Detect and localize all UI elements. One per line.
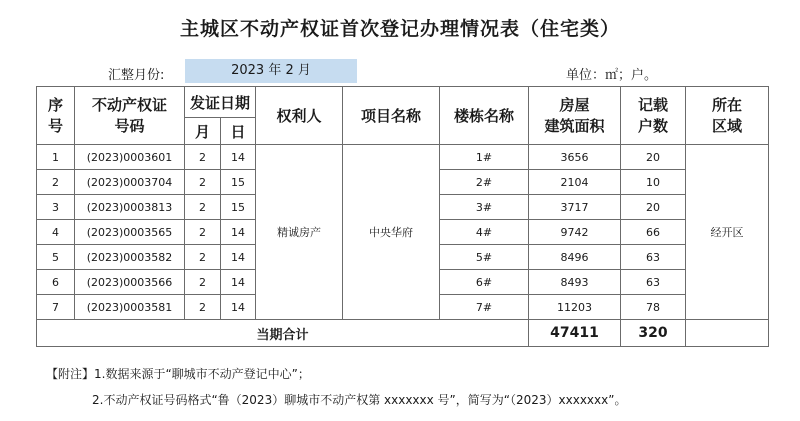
cell-building: 5# xyxy=(440,245,529,270)
cell-cert: (2023)0003704 xyxy=(75,170,185,195)
header-area-line1: 房屋 xyxy=(559,95,590,114)
registration-table xyxy=(36,86,769,347)
month-value: 2023 年 2 月 xyxy=(185,59,357,83)
total-label: 当期合计 xyxy=(37,320,529,347)
cell-building: 3# xyxy=(440,195,529,220)
header-count-line2: 户数 xyxy=(638,116,669,135)
cell-day: 15 xyxy=(221,195,256,220)
cell-day: 14 xyxy=(221,295,256,320)
cell-seq: 6 xyxy=(37,270,75,295)
cell-area: 3717 xyxy=(529,195,621,220)
header-region xyxy=(686,87,769,145)
cell-cert: (2023)0003813 xyxy=(75,195,185,220)
cell-day: 15 xyxy=(221,170,256,195)
cell-seq: 7 xyxy=(37,295,75,320)
cell-cert: (2023)0003565 xyxy=(75,220,185,245)
cell-area: 2104 xyxy=(529,170,621,195)
total-area: 47411 xyxy=(529,320,621,347)
cell-area: 11203 xyxy=(529,295,621,320)
cell-count: 10 xyxy=(621,170,686,195)
cell-building: 6# xyxy=(440,270,529,295)
cell-area: 8493 xyxy=(529,270,621,295)
header-count xyxy=(621,87,686,145)
header-count-line1: 记载 xyxy=(638,95,669,114)
cell-count: 66 xyxy=(621,220,686,245)
total-region-empty xyxy=(686,320,769,347)
header-cert-line1: 不动产权证 xyxy=(91,95,167,114)
table-row xyxy=(37,145,769,170)
cell-area: 8496 xyxy=(529,245,621,270)
note-line-1: 【附注】1.数据来源于“聊城市不动产登记中心”； xyxy=(46,367,310,381)
cell-seq: 2 xyxy=(37,170,75,195)
cell-building: 7# xyxy=(440,295,529,320)
cell-cert: (2023)0003582 xyxy=(75,245,185,270)
cell-building: 1# xyxy=(440,145,529,170)
cell-month: 2 xyxy=(185,245,221,270)
cell-day: 14 xyxy=(221,220,256,245)
month-label: 汇整月份: xyxy=(108,68,165,83)
cell-count: 78 xyxy=(621,295,686,320)
header-date: 发证日期 xyxy=(185,87,256,118)
cell-cert: (2023)0003566 xyxy=(75,270,185,295)
cell-month: 2 xyxy=(185,170,221,195)
header-cert-line2: 号码 xyxy=(114,116,145,135)
cell-project: 中央华府 xyxy=(343,145,440,320)
header-project: 项目名称 xyxy=(343,87,440,145)
unit-label: 单位：㎡；户。 xyxy=(566,68,658,83)
header-region-line2: 区域 xyxy=(712,116,743,135)
cell-day: 14 xyxy=(221,270,256,295)
header-seq-line1: 序 xyxy=(47,95,63,114)
header-day: 日 xyxy=(221,118,256,145)
cell-area: 9742 xyxy=(529,220,621,245)
cell-seq: 1 xyxy=(37,145,75,170)
header-seq-line2: 号 xyxy=(47,116,63,135)
cell-count: 63 xyxy=(621,245,686,270)
cell-day: 14 xyxy=(221,245,256,270)
cell-count: 63 xyxy=(621,270,686,295)
cell-seq: 3 xyxy=(37,195,75,220)
cell-month: 2 xyxy=(185,195,221,220)
header-area xyxy=(529,87,621,145)
cell-count: 20 xyxy=(621,195,686,220)
cell-month: 2 xyxy=(185,145,221,170)
header-seq xyxy=(37,87,75,145)
cell-region: 经开区 xyxy=(686,145,769,320)
header-region-line1: 所在 xyxy=(712,95,743,114)
total-count: 320 xyxy=(621,320,686,347)
header-cert xyxy=(75,87,185,145)
cell-cert: (2023)0003601 xyxy=(75,145,185,170)
header-building: 楼栋名称 xyxy=(440,87,529,145)
cell-owner: 精诚房产 xyxy=(256,145,343,320)
cell-cert: (2023)0003581 xyxy=(75,295,185,320)
cell-area: 3656 xyxy=(529,145,621,170)
cell-month: 2 xyxy=(185,295,221,320)
cell-day: 14 xyxy=(221,145,256,170)
header-owner: 权利人 xyxy=(256,87,343,145)
cell-count: 20 xyxy=(621,145,686,170)
cell-building: 4# xyxy=(440,220,529,245)
cell-seq: 5 xyxy=(37,245,75,270)
page-title: 主城区不动产权证首次登记办理情况表（住宅类） xyxy=(179,18,620,40)
total-row xyxy=(37,320,769,347)
cell-month: 2 xyxy=(185,220,221,245)
note-line-2: 2.不动产权证号码格式“鲁（2023）聊城市不动产权第 xxxxxxx 号”，简写为“（2023）xxxxxxx”。 xyxy=(92,393,627,407)
cell-month: 2 xyxy=(185,270,221,295)
cell-seq: 4 xyxy=(37,220,75,245)
header-area-line2: 建筑面积 xyxy=(544,116,605,135)
header-month: 月 xyxy=(185,118,221,145)
header-row xyxy=(37,87,769,118)
cell-building: 2# xyxy=(440,170,529,195)
